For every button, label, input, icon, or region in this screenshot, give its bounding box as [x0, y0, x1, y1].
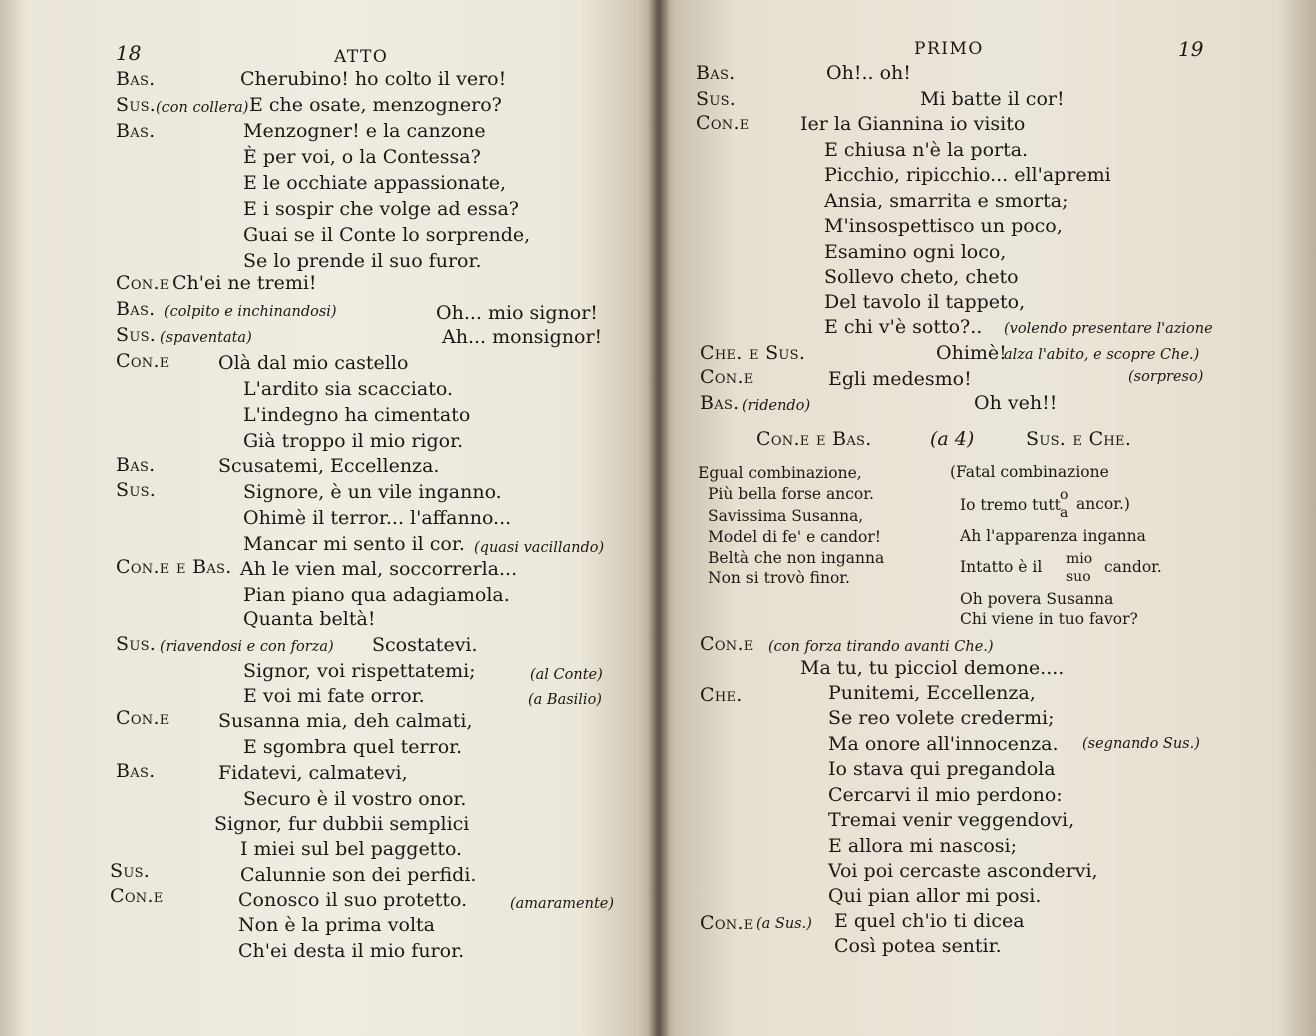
- running-header: ATTO: [334, 47, 389, 67]
- speaker: Con.e: [700, 633, 754, 655]
- speaker: Bas.: [116, 454, 156, 476]
- verse-line: E chiusa n'è la porta.: [824, 139, 1029, 161]
- right-page: [658, 0, 1316, 1036]
- quartet-line: Model di fe' e candor!: [708, 528, 881, 546]
- stage-direction: (a Sus.): [756, 916, 812, 932]
- running-header: PRIMO: [914, 39, 984, 59]
- quartet-line: Oh povera Susanna: [960, 590, 1114, 608]
- verse-line: Qui pian allor mi posi.: [828, 885, 1042, 907]
- speaker: Sus.: [696, 88, 737, 110]
- verse-line: Esamino ogni loco,: [824, 241, 1007, 263]
- stage-direction: (riavendosi e con forza): [160, 639, 334, 655]
- quartet-voices-left: Con.e e Bas.: [756, 428, 872, 450]
- stage-direction: (segnando Sus.): [1082, 736, 1200, 752]
- speaker: Bas.: [116, 68, 156, 90]
- stage-direction: alza l'abito, e scopre Che.): [1004, 347, 1200, 363]
- verse-line: Olà dal mio castello: [218, 352, 409, 374]
- variant-reading-lower: suo: [1066, 569, 1091, 585]
- verse-line: Voi poi cercaste ascondervi,: [828, 860, 1098, 882]
- quartet-line: Più bella forse ancor.: [708, 485, 874, 503]
- verse-line: E chi v'è sotto?..: [824, 316, 983, 338]
- quartet-line: Non si trovò finor.: [708, 569, 850, 587]
- stage-direction: (spaventata): [160, 330, 252, 346]
- verse-line: E che osate, menzognero?: [249, 94, 502, 116]
- speaker: Bas.: [696, 62, 736, 84]
- verse-line: Calunnie son dei perfidi.: [240, 864, 477, 886]
- page-number: 19: [1178, 37, 1204, 61]
- speaker: Con.e e Bas.: [116, 556, 232, 578]
- verse-line: Quanta beltà!: [243, 608, 376, 630]
- stage-direction: (al Conte): [530, 667, 603, 683]
- verse-line: Tremai venir veggendovi,: [828, 809, 1075, 831]
- verse-line: E le occhiate appassionate,: [243, 172, 507, 194]
- variant-reading-lower: a: [1060, 505, 1069, 521]
- speaker: Con.e: [116, 707, 170, 729]
- verse-line: Cherubino! ho colto il vero!: [240, 68, 507, 90]
- verse-line: Ma onore all'innocenza.: [828, 733, 1059, 755]
- verse-line: E voi mi fate orror.: [243, 685, 425, 707]
- verse-line: Cercarvi il mio perdono:: [828, 784, 1063, 806]
- stage-direction: (a Basilio): [528, 692, 602, 708]
- verse-line: Signor, voi rispettatemi;: [243, 660, 476, 682]
- variant-reading-upper: mio: [1066, 551, 1093, 567]
- verse-line: Punitemi, Eccellenza,: [828, 682, 1036, 704]
- verse-line: È per voi, o la Contessa?: [243, 146, 481, 168]
- verse-line: Conosco il suo protetto.: [238, 889, 468, 911]
- stage-direction: (colpito e inchinandosi): [164, 304, 337, 320]
- speaker: Con.e: [700, 912, 754, 934]
- verse-line: E sgombra quel terror.: [243, 736, 463, 758]
- stage-direction: (sorpreso): [1128, 369, 1204, 385]
- quartet-line: candor.: [1104, 558, 1162, 576]
- quartet-line: Savissima Susanna,: [708, 507, 864, 525]
- speaker: Che.: [700, 684, 743, 706]
- verse-line: Ch'ei ne tremi!: [172, 272, 317, 294]
- verse-line: E i sospir che volge ad essa?: [243, 198, 519, 220]
- verse-line: Non è la prima volta: [238, 914, 435, 936]
- verse-line: Signore, è un vile inganno.: [243, 481, 502, 503]
- quartet-line: (Fatal combinazione: [950, 463, 1109, 481]
- verse-line: Susanna mia, deh calmati,: [218, 710, 473, 732]
- quartet-line: Chi viene in tuo favor?: [960, 610, 1138, 628]
- stage-direction: (con collera): [156, 100, 249, 116]
- verse-line: Ah le vien mal, soccorrerla...: [240, 558, 518, 580]
- speaker: Bas.: [116, 760, 156, 782]
- verse-line: Oh veh!!: [974, 392, 1058, 414]
- verse-line: Oh!.. oh!: [826, 62, 911, 84]
- verse-line: L'ardito sia scacciato.: [243, 378, 453, 400]
- verse-line: L'indegno ha cimentato: [243, 404, 471, 426]
- speaker: Sus.: [116, 324, 157, 346]
- quartet-line: Ah l'apparenza inganna: [960, 527, 1146, 545]
- speaker: Con.e: [110, 885, 164, 907]
- quartet-line: Egual combinazione,: [698, 464, 862, 482]
- verse-line: Così potea sentir.: [834, 935, 1002, 957]
- verse-line: M'insospettisco un poco,: [824, 215, 1063, 237]
- verse-line: Pian piano qua adagiamola.: [243, 584, 510, 606]
- speaker: Con.e: [116, 272, 170, 294]
- verse-line: Già troppo il mio rigor.: [243, 430, 464, 452]
- quartet-line: Beltà che non inganna: [708, 549, 885, 567]
- verse-line: Fidatevi, calmatevi,: [218, 762, 408, 784]
- verse-line: Scusatemi, Eccellenza.: [218, 455, 440, 477]
- speaker: Sus.: [116, 479, 157, 501]
- speaker: Bas.: [116, 298, 156, 320]
- speaker: Con.e: [696, 112, 750, 134]
- stage-direction: (volendo presentare l'azione: [1004, 321, 1213, 337]
- verse-line: Scostatevi.: [372, 634, 478, 656]
- verse-line: Ma tu, tu picciol demone....: [800, 657, 1065, 679]
- quartet-line: ancor.): [1076, 495, 1130, 513]
- verse-line: Mancar mi sento il cor.: [243, 533, 465, 555]
- verse-line: Menzogner! e la canzone: [243, 120, 486, 142]
- verse-line: Egli medesmo!: [828, 368, 972, 390]
- speaker: Bas.: [700, 392, 740, 414]
- speaker: Con.e: [116, 350, 170, 372]
- verse-line: Ch'ei desta il mio furor.: [238, 940, 465, 962]
- quartet-marking: (a 4): [930, 428, 975, 450]
- quartet-line: Intatto è il: [960, 558, 1043, 576]
- speaker: Che. e Sus.: [700, 342, 806, 364]
- verse-line: Oh... mio signor!: [436, 302, 598, 324]
- speaker: Bas.: [116, 120, 156, 142]
- verse-line: Mi batte il cor!: [920, 88, 1065, 110]
- verse-line: Del tavolo il tappeto,: [824, 291, 1026, 313]
- page-number: 18: [116, 41, 142, 65]
- verse-line: Picchio, ripicchio... ell'apremi: [824, 164, 1111, 186]
- verse-line: Se reo volete credermi;: [828, 707, 1055, 729]
- verse-line: Io stava qui pregandola: [828, 758, 1056, 780]
- speaker: Sus.: [116, 94, 157, 116]
- verse-line: I miei sul bel paggetto.: [240, 838, 463, 860]
- quartet-voices-right: Sus. e Che.: [1026, 428, 1132, 450]
- stage-direction: (con forza tirando avanti Che.): [768, 639, 994, 655]
- quartet-line: Io tremo tutt: [960, 496, 1061, 514]
- speaker: Con.e: [700, 366, 754, 388]
- speaker: Sus.: [116, 633, 157, 655]
- verse-line: Guai se il Conte lo sorprende,: [243, 224, 531, 246]
- stage-direction: (ridendo): [742, 398, 811, 414]
- verse-line: Sollevo cheto, cheto: [824, 266, 1019, 288]
- variant-reading-upper: o: [1060, 487, 1069, 503]
- verse-line: Signor, fur dubbii semplici: [214, 813, 470, 835]
- verse-line: E quel ch'io ti dicea: [834, 910, 1025, 932]
- verse-line: Ohimè!: [936, 342, 1007, 364]
- verse-line: E allora mi nascosi;: [828, 835, 1018, 857]
- verse-line: Securo è il vostro onor.: [243, 788, 467, 810]
- stage-direction: (amaramente): [510, 896, 615, 912]
- verse-line: Ohimè il terror... l'affanno...: [243, 507, 512, 529]
- verse-line: Ansia, smarrita e smorta;: [824, 190, 1069, 212]
- stage-direction: (quasi vacillando): [474, 540, 605, 556]
- speaker: Sus.: [110, 860, 151, 882]
- book-gutter: [648, 0, 670, 1036]
- verse-line: Ier la Giannina io visito: [800, 113, 1026, 135]
- verse-line: Se lo prende il suo furor.: [243, 250, 482, 272]
- verse-line: Ah... monsignor!: [442, 326, 603, 348]
